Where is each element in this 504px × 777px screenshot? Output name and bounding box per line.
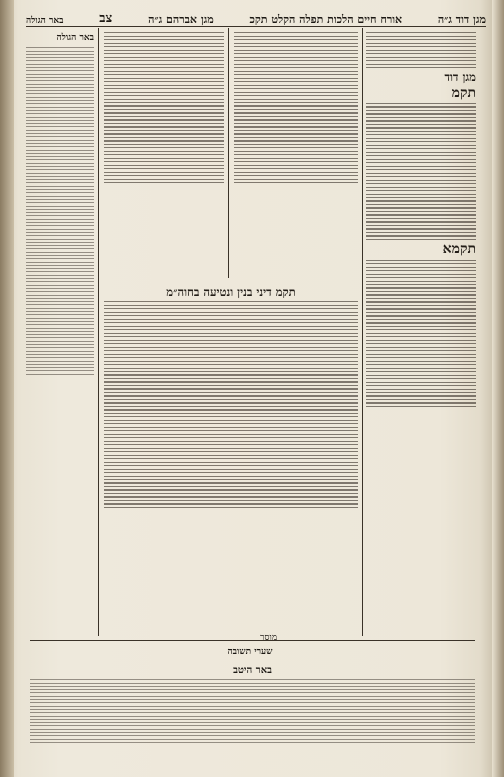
right-commentary-column <box>366 30 476 409</box>
header-right-label: מגן דוד ג״ה <box>437 13 486 26</box>
footnote-block <box>30 662 475 745</box>
right-headword-1: תקמ <box>451 84 476 101</box>
lower-block-title: שערי תשובה <box>227 647 273 657</box>
page-header <box>26 8 486 27</box>
header-center-title: אורח חיים הלכות תפלה הקלט תקכ <box>249 13 403 26</box>
page-number: צב <box>99 11 113 26</box>
page-edge <box>492 0 504 777</box>
column-rule-mid <box>228 28 229 278</box>
notes-label: מוסר <box>260 633 278 643</box>
commentary-upper-left <box>104 30 224 186</box>
main-text-lower <box>104 284 358 510</box>
book-spine <box>0 0 14 777</box>
right-headword-2: תקמא <box>442 241 476 258</box>
lower-block-rule <box>30 640 475 641</box>
main-text-upper <box>234 30 358 186</box>
column-rule-right <box>362 28 363 636</box>
main-siman-title: תקמ דיני בנין ונטיעה בחוה״מ <box>166 286 296 299</box>
header-center-left: מגן אברהם ג״ה <box>148 13 214 26</box>
left-heading: באר הגולה <box>56 33 94 43</box>
footnote-title: באר היטב <box>233 665 272 676</box>
column-rule-left <box>98 28 99 636</box>
header-left-label: באר הגולה <box>26 16 64 26</box>
right-heading: מגן דוד <box>444 70 476 84</box>
left-margin-column <box>26 30 94 377</box>
